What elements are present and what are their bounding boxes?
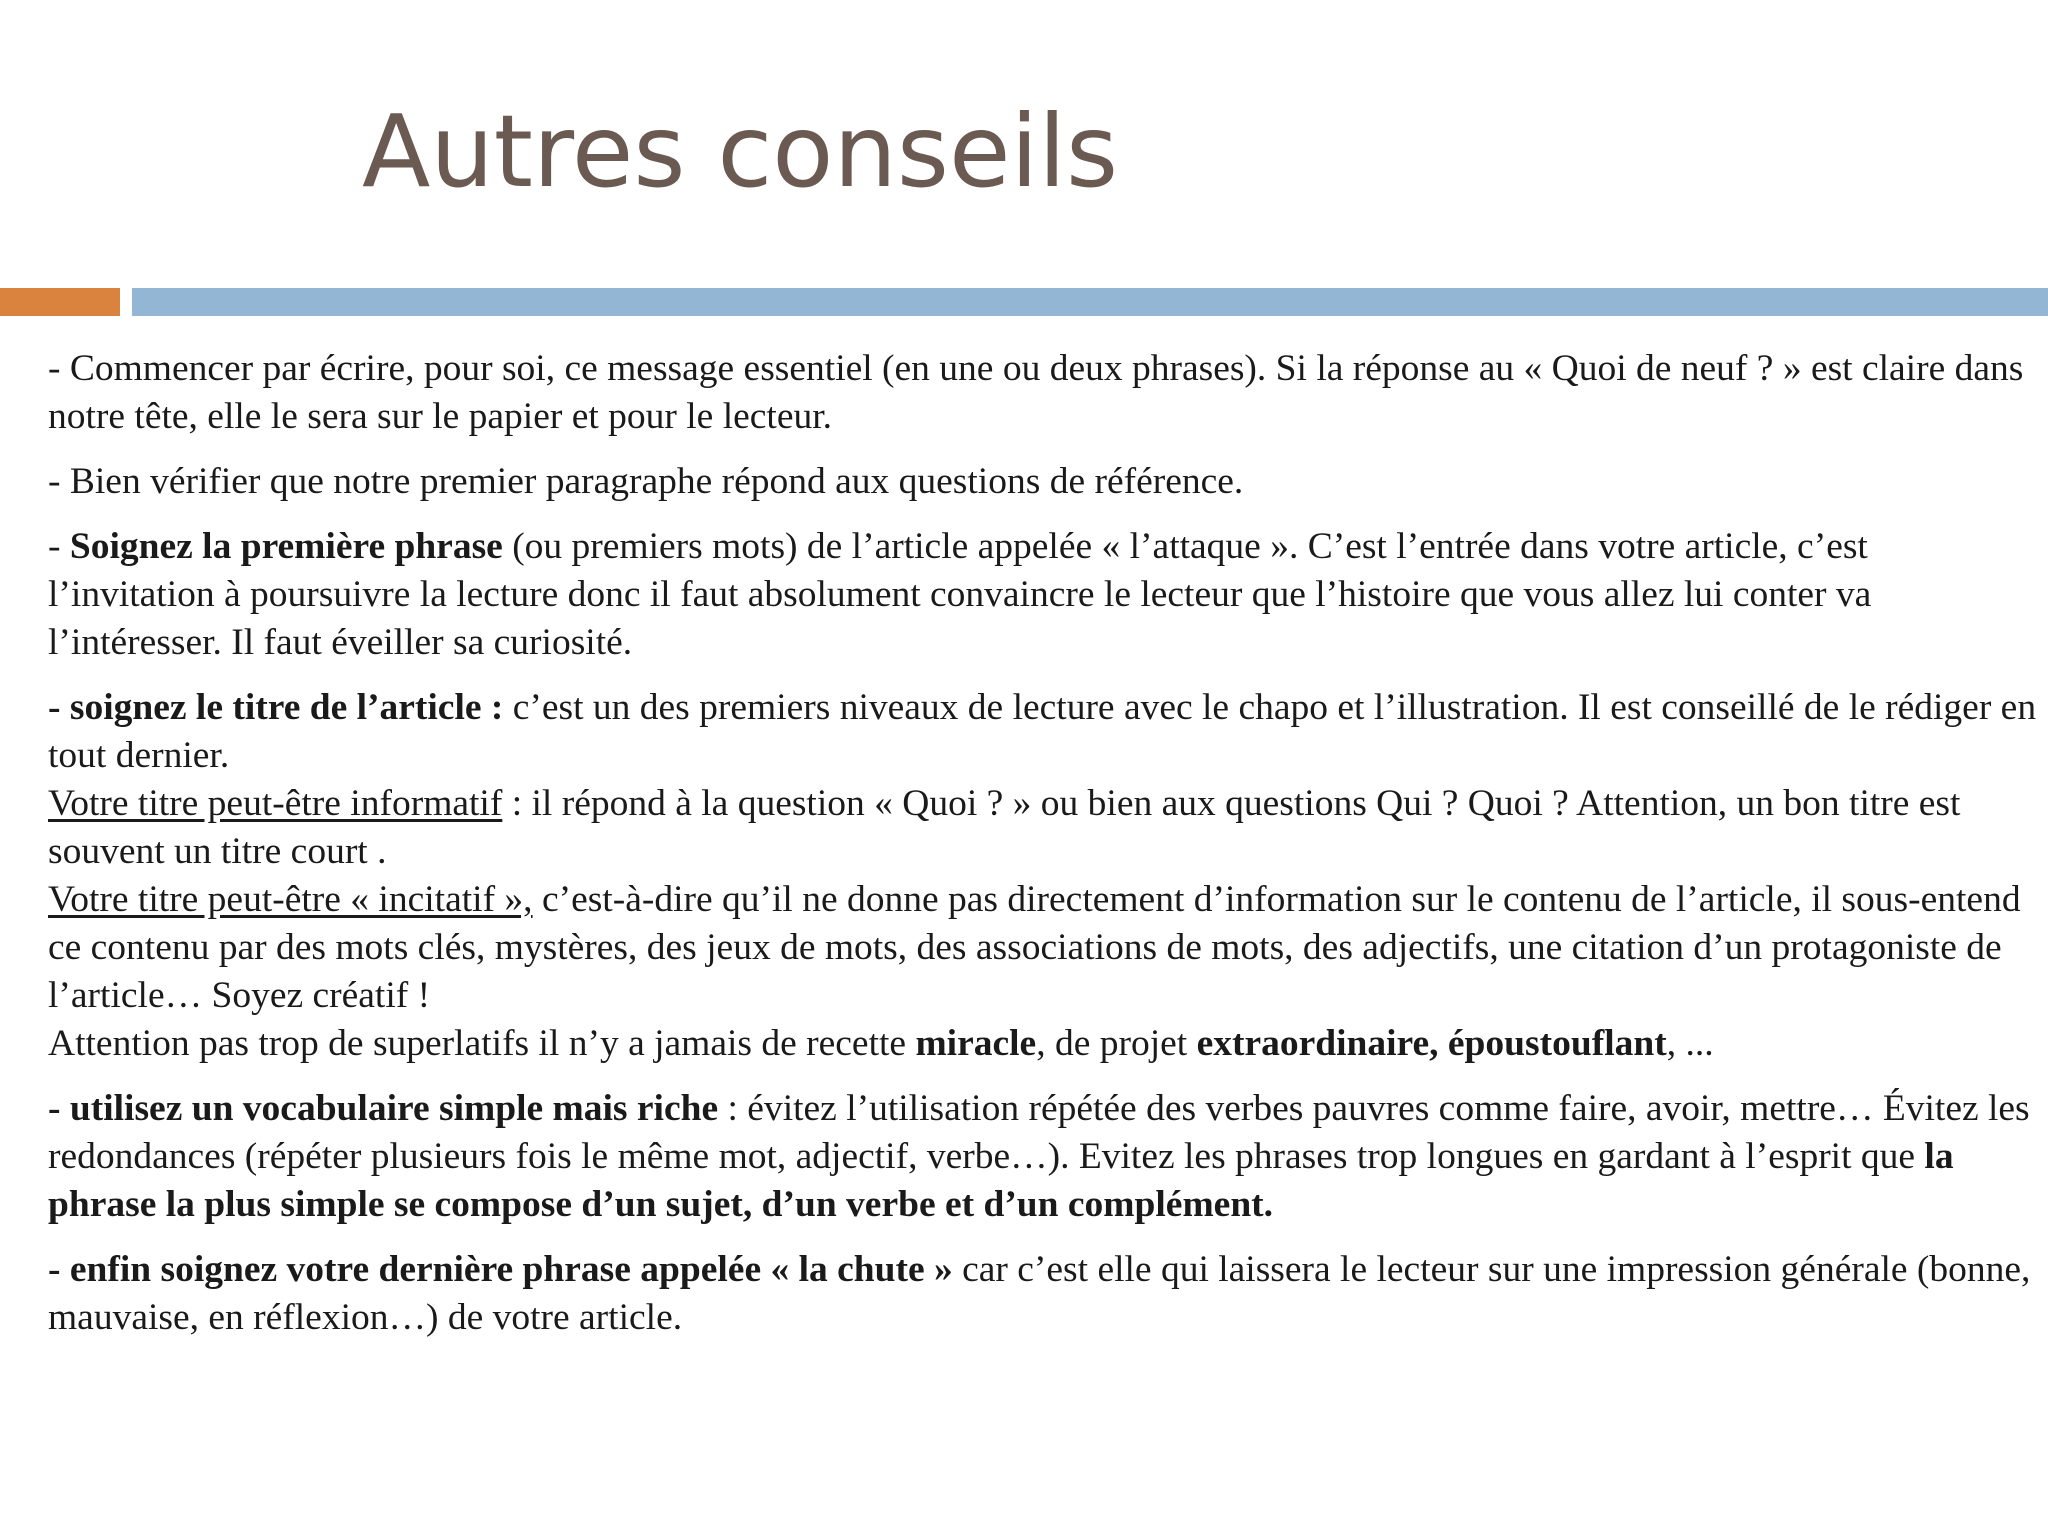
paragraph-text: : il répond à la question « Quoi ? » ou bien aux questions Qui ? Quoi ? Attention, un bon titre est souvent un titre court .	[48, 783, 1961, 872]
slide-body	[48, 345, 2038, 1359]
paragraph-bold: la phrase la plus simple se compose d’un sujet, d’un verbe et d’un complément.	[48, 1136, 1954, 1225]
paragraph-vocabulaire	[48, 1085, 2038, 1229]
paragraph-chute	[48, 1246, 2038, 1342]
paragraph-text: - Bien vérifier que notre premier paragraphe répond aux questions de référence.	[48, 461, 1244, 502]
paragraph-bold-lead: - utilisez un vocabulaire simple mais riche	[48, 1088, 719, 1129]
accent-bar-blue	[132, 288, 2048, 316]
paragraph-text: , de projet	[1036, 1023, 1197, 1064]
paragraph-text: : évitez l’utilisation répétée des verbes pauvres comme faire, avoir, mettre… Évitez les redondances (répéter plusieurs fois le même mot, adjectif, verbe…). Evitez les phrases trop longues en gardant à l’esprit que	[48, 1088, 2030, 1177]
paragraph-titre-informatif	[48, 780, 2038, 876]
paragraph-bold: extraordinaire, époustouflant	[1196, 1023, 1667, 1064]
paragraph-verifier	[48, 458, 2038, 506]
accent-bar-orange	[0, 288, 120, 316]
paragraph-titre-article	[48, 684, 2038, 780]
paragraph-bold-lead: - soignez le titre de l’article :	[48, 687, 504, 728]
paragraph-text: (ou premiers mots) de l’article appelée « l’attaque ». C’est l’entrée dans votre article, c’est l’invitation à poursuivre la lecture donc il faut absolument convaincre le lecteur que l’histoire que vous allez lui conter va l’intéresser. Il faut éveiller sa curiosité.	[48, 526, 1872, 663]
paragraph-bold-lead: - enfin soignez votre dernière phrase appelée « la chute »	[48, 1249, 953, 1290]
paragraph-text: - Commencer par écrire, pour soi, ce message essentiel (en une ou deux phrases). Si la réponse au « Quoi de neuf ? » est claire dans notre tête, elle le sera sur le papier et pour le lecteur.	[48, 348, 2024, 437]
paragraph-message-essentiel	[48, 345, 2038, 441]
paragraph-underlined-lead: Votre titre peut-être « incitatif »,	[48, 879, 533, 920]
paragraph-underlined-lead: Votre titre peut-être informatif	[48, 783, 503, 824]
paragraph-bold-lead: Soignez la première phrase	[69, 526, 503, 567]
paragraph-text: Attention pas trop de superlatifs il n’y a jamais de recette	[48, 1023, 916, 1064]
paragraph-text: c’est un des premiers niveaux de lecture avec le chapo et l’illustration. Il est conseillé de le rédiger en tout dernier.	[48, 687, 2037, 776]
paragraph-premiere-phrase	[48, 523, 2038, 667]
paragraph-prefix: -	[48, 526, 70, 567]
paragraph-text: , ...	[1666, 1023, 1714, 1064]
paragraph-superlatifs	[48, 1020, 2038, 1068]
paragraph-titre-incitatif	[48, 876, 2038, 1020]
paragraph-text: c’est-à-dire qu’il ne donne pas directement d’information sur le contenu de l’article, il sous-entend ce contenu par des mots clés, mystères, des jeux de mots, des associations de mots, des adjectifs, une citation d’un protagoniste de l’article… Soyez créatif !	[48, 879, 2021, 1016]
slide-title: Autres conseils	[362, 93, 1119, 210]
paragraph-bold: miracle	[915, 1023, 1037, 1064]
paragraph-text: car c’est elle qui laissera le lecteur sur une impression générale (bonne, mauvaise, en réflexion…) de votre article.	[48, 1249, 2031, 1338]
